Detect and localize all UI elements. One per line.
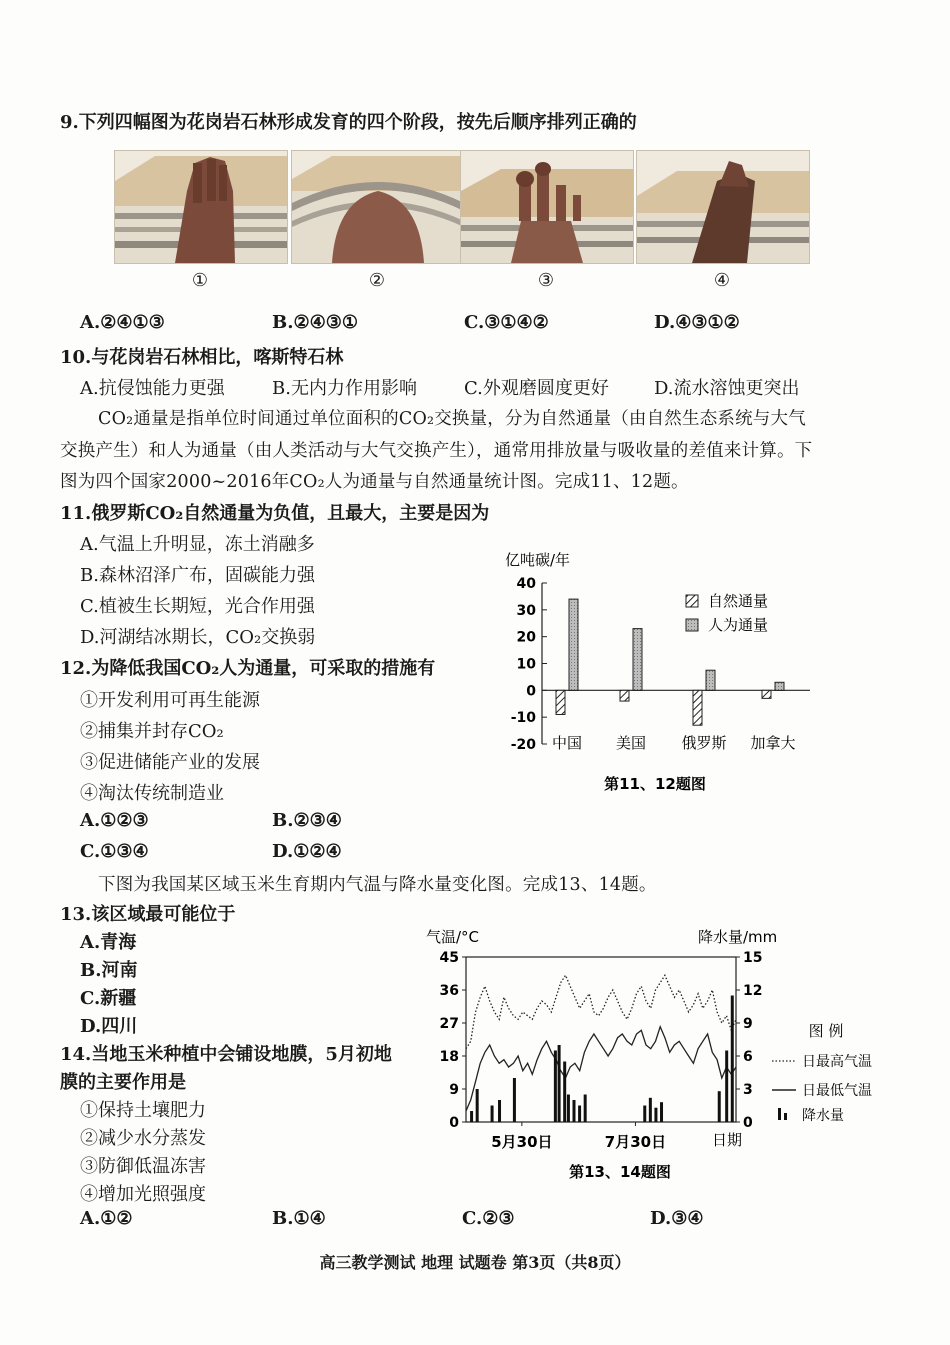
bar-natural-flux bbox=[620, 690, 629, 701]
q10-option-a[interactable]: A.抗侵蚀能力更强 bbox=[80, 378, 225, 399]
passage1-line1: CO₂通量是指单位时间通过单位面积的CO₂交换量，分为自然通量（由自然生态系统与大气 bbox=[98, 409, 806, 429]
q14-option-a[interactable]: A.①② bbox=[80, 1208, 133, 1229]
legend-precip-swatch bbox=[778, 1108, 781, 1120]
q10-stem: 10.与花岗岩石林相比，喀斯特石林 bbox=[60, 347, 344, 368]
legend-human-label: 人为通量 bbox=[708, 616, 769, 634]
climate-ytick-right-label: 9 bbox=[743, 1016, 753, 1032]
legend-min-temp-label: 日最低气温 bbox=[802, 1083, 872, 1099]
q12-item-4: ④淘汰传统制造业 bbox=[80, 783, 224, 804]
q11-option-b[interactable]: B.森林沼泽广布，固碳能力强 bbox=[80, 565, 315, 586]
q11-option-a[interactable]: A.气温上升明显，冻土消融多 bbox=[80, 534, 315, 555]
precip-bar bbox=[554, 1051, 557, 1123]
bar-chart-category-label: 加拿大 bbox=[750, 734, 796, 752]
stage-1-label: ① bbox=[191, 270, 209, 291]
climate-ytick-right-label: 0 bbox=[743, 1115, 753, 1131]
series-daily-max-temp bbox=[466, 975, 736, 1048]
q11-option-c[interactable]: C.植被生长期短，光合作用强 bbox=[80, 596, 315, 617]
q12-option-a[interactable]: A.①②③ bbox=[80, 810, 149, 831]
bar-human-flux bbox=[775, 682, 784, 690]
precip-bar bbox=[573, 1100, 576, 1122]
q9-option-c[interactable]: C.③①④② bbox=[464, 312, 549, 333]
q14-option-d[interactable]: D.③④ bbox=[650, 1208, 704, 1229]
legend-max-temp-label: 日最高气温 bbox=[802, 1054, 872, 1070]
bar-human-flux bbox=[633, 629, 642, 691]
climate-xlabel: 日期 bbox=[712, 1131, 743, 1149]
precip-bar bbox=[725, 1051, 728, 1123]
q12-item-1: ①开发利用可再生能源 bbox=[80, 690, 260, 711]
q9-option-d[interactable]: D.④③①② bbox=[654, 312, 740, 333]
stage-3-diagram bbox=[460, 150, 634, 264]
precip-bar bbox=[643, 1106, 646, 1123]
precip-bar bbox=[731, 996, 734, 1123]
legend-human-swatch bbox=[686, 619, 698, 631]
bar-chart-ytick-label: -10 bbox=[510, 710, 536, 727]
q14-stem-line2: 膜的主要作用是 bbox=[60, 1072, 186, 1093]
q13-option-b[interactable]: B.河南 bbox=[80, 960, 138, 981]
q14-item-2: ②减少水分蒸发 bbox=[80, 1128, 206, 1149]
q12-item-3: ③促进储能产业的发展 bbox=[80, 752, 260, 773]
legend-precip-label: 降水量 bbox=[802, 1108, 844, 1124]
legend-natural-label: 自然通量 bbox=[708, 592, 769, 610]
precip-bar bbox=[558, 1045, 561, 1122]
bar-chart-category-label: 中国 bbox=[551, 734, 583, 752]
q10-option-d[interactable]: D.流水溶蚀更突出 bbox=[654, 378, 800, 399]
q11-option-d[interactable]: D.河湖结冰期长，CO₂交换弱 bbox=[80, 627, 316, 648]
q12-item-2: ②捕集并封存CO₂ bbox=[80, 721, 224, 742]
q12-option-c[interactable]: C.①③④ bbox=[80, 841, 149, 862]
passage1-line2: 交换产生）和人为通量（由人类活动与大气交换产生），通常用排放量与吸收量的差值来计算。下 bbox=[60, 441, 813, 461]
bar-chart-ytick-label: 0 bbox=[526, 683, 536, 700]
q9-option-b[interactable]: B.②④③① bbox=[272, 312, 359, 333]
climate-ylabel-left: 气温/°C bbox=[426, 928, 480, 946]
climate-ytick-left-label: 0 bbox=[449, 1115, 459, 1131]
precip-bar bbox=[718, 1091, 721, 1122]
q9-option-a[interactable]: A.②④①③ bbox=[80, 312, 165, 333]
bar-chart-category-label: 美国 bbox=[615, 734, 647, 752]
climate-ytick-right-label: 3 bbox=[743, 1082, 753, 1098]
precip-bar bbox=[578, 1106, 581, 1123]
q14-option-b[interactable]: B.①④ bbox=[272, 1208, 326, 1229]
stage-2-label: ② bbox=[368, 270, 386, 291]
stage-1-diagram bbox=[114, 150, 288, 264]
page-footer: 高三教学测试 地理 试题卷 第3页（共8页） bbox=[319, 1253, 631, 1272]
q10-option-b[interactable]: B.无内力作用影响 bbox=[272, 378, 417, 399]
precip-bar bbox=[654, 1108, 657, 1122]
bar-human-flux bbox=[706, 670, 715, 690]
q13-option-c[interactable]: C.新疆 bbox=[80, 988, 137, 1009]
bar-natural-flux bbox=[556, 690, 565, 714]
q12-option-b[interactable]: B.②③④ bbox=[272, 810, 342, 831]
q12-stem: 12.为降低我国CO₂人为通量，可采取的措施有 bbox=[60, 658, 436, 679]
q10-option-c[interactable]: C.外观磨圆度更好 bbox=[464, 378, 609, 399]
stage-2-diagram bbox=[291, 150, 465, 264]
q11-stem: 11.俄罗斯CO₂自然通量为负值，且最大，主要是因为 bbox=[60, 503, 490, 524]
bar-chart-ytick-label: 40 bbox=[516, 576, 536, 592]
stage-3-label: ③ bbox=[537, 270, 555, 291]
bar-natural-flux bbox=[693, 690, 702, 725]
passage2-text: 下图为我国某区域玉米生育期内气温与降水量变化图。完成13、14题。 bbox=[98, 875, 657, 895]
climate-ytick-left-label: 27 bbox=[439, 1016, 459, 1032]
climate-xtick-label: 5月30日 bbox=[491, 1133, 553, 1151]
precip-bar bbox=[470, 1111, 473, 1122]
passage1-line3: 图为四个国家2000~2016年CO₂人为通量与自然通量统计图。完成11、12题。 bbox=[60, 472, 689, 492]
co2-flux-bar-chart bbox=[490, 545, 820, 805]
precip-bar bbox=[513, 1078, 516, 1122]
bar-human-flux bbox=[569, 599, 578, 690]
bar-chart-ylabel: 亿吨碳/年 bbox=[505, 551, 571, 569]
legend-precip-swatch bbox=[784, 1113, 787, 1120]
precip-bar bbox=[567, 1095, 570, 1123]
climate-ytick-left-label: 9 bbox=[449, 1082, 459, 1098]
precip-bar bbox=[563, 1062, 566, 1123]
q14-item-4: ④增加光照强度 bbox=[80, 1184, 206, 1205]
q14-stem-line1: 14.当地玉米种植中会铺设地膜，5月初地 bbox=[60, 1044, 392, 1065]
bar-chart-ytick-label: -20 bbox=[510, 737, 536, 753]
climate-xtick-label: 7月30日 bbox=[604, 1133, 667, 1151]
climate-plot-frame bbox=[466, 957, 736, 1122]
climate-ytick-right-label: 15 bbox=[743, 950, 763, 966]
q12-option-d[interactable]: D.①②④ bbox=[272, 841, 342, 862]
climate-chart bbox=[420, 922, 890, 1187]
climate-ytick-right-label: 12 bbox=[743, 983, 763, 999]
climate-ytick-right-label: 6 bbox=[743, 1049, 753, 1065]
q13-stem: 13.该区域最可能位于 bbox=[60, 904, 236, 925]
stage-4-label: ④ bbox=[713, 270, 731, 291]
bar-chart-ytick-label: 10 bbox=[516, 656, 536, 673]
climate-ytick-left-label: 36 bbox=[439, 983, 459, 999]
q14-item-3: ③防御低温冻害 bbox=[80, 1156, 206, 1177]
stage-4-diagram bbox=[636, 150, 810, 264]
q13-option-a[interactable]: A.青海 bbox=[80, 932, 137, 953]
bar-chart-ytick-label: 20 bbox=[516, 629, 536, 646]
precip-bar bbox=[584, 1095, 587, 1123]
bar-chart-category-label: 俄罗斯 bbox=[681, 734, 727, 752]
precip-bar bbox=[491, 1106, 494, 1123]
precip-bar bbox=[649, 1098, 652, 1122]
bar-chart-ytick-label: 30 bbox=[516, 602, 536, 619]
climate-chart-caption: 第13、14题图 bbox=[569, 1163, 671, 1181]
series-daily-min-temp bbox=[466, 1027, 736, 1111]
bar-chart-caption: 第11、12题图 bbox=[604, 775, 706, 793]
climate-ylabel-right: 降水量/mm bbox=[698, 928, 778, 946]
q14-option-c[interactable]: C.②③ bbox=[462, 1208, 515, 1229]
climate-ytick-left-label: 45 bbox=[439, 950, 459, 966]
climate-ytick-left-label: 18 bbox=[439, 1049, 459, 1065]
precip-bar bbox=[660, 1102, 663, 1122]
q13-option-d[interactable]: D.四川 bbox=[80, 1016, 138, 1037]
q9-stem: 9.下列四幅图为花岗岩石林形成发育的四个阶段，按先后顺序排列正确的 bbox=[60, 112, 637, 133]
bar-natural-flux bbox=[762, 690, 771, 698]
precip-bar bbox=[476, 1089, 479, 1122]
q14-item-1: ①保持土壤肥力 bbox=[80, 1100, 206, 1121]
legend-natural-swatch bbox=[686, 595, 698, 607]
climate-legend-title: 图 例 bbox=[808, 1022, 844, 1040]
precip-bar bbox=[498, 1100, 501, 1122]
